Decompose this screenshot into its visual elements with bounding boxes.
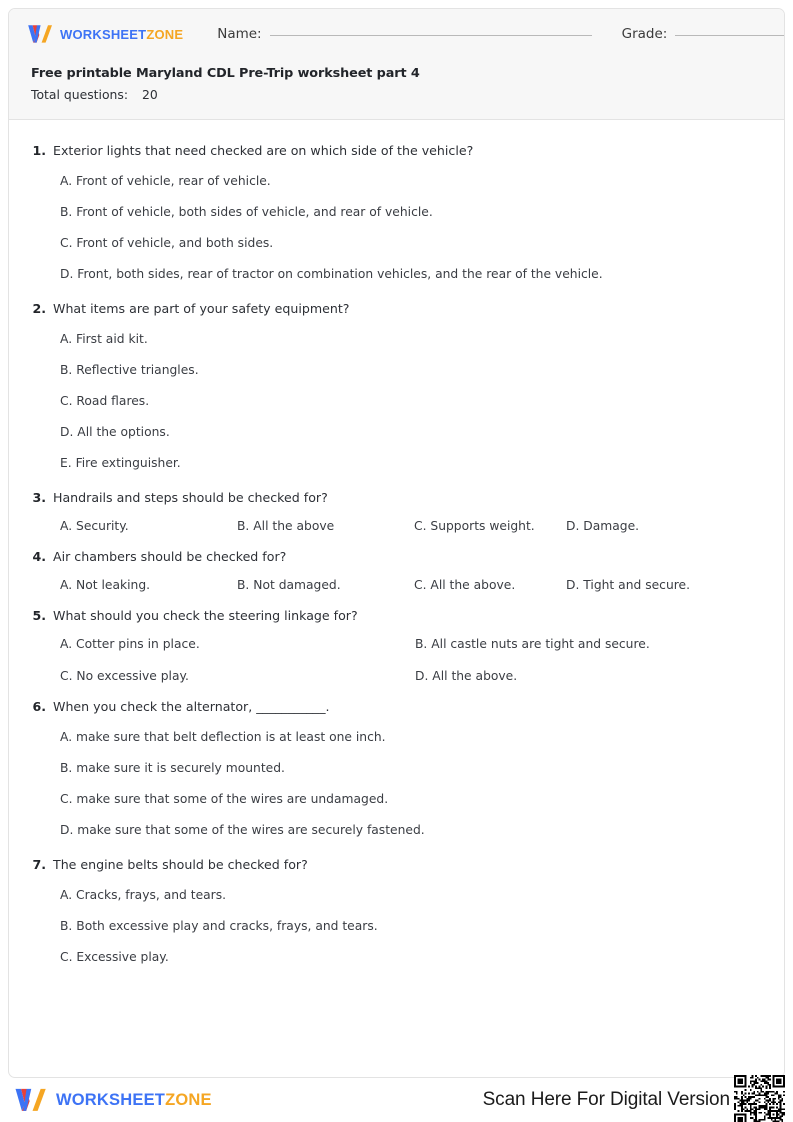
header-top-row — [9, 9, 784, 59]
page-title: Free printable Maryland CDL Pre-Trip worksheet part 4 — [31, 66, 420, 81]
answer-option[interactable]: B. All the above — [237, 519, 335, 533]
answer-option[interactable]: A. Cracks, frays, and tears. — [60, 888, 227, 902]
question-number: 1. — [32, 143, 46, 158]
answer-option[interactable]: A. Front of vehicle, rear of vehicle. — [60, 174, 271, 188]
option-list — [31, 729, 766, 838]
worksheet-card — [8, 8, 785, 1078]
name-field-group — [217, 26, 591, 42]
question-block — [31, 142, 766, 282]
worksheet-header — [9, 9, 784, 120]
answer-option[interactable]: C. Road flares. — [60, 394, 150, 408]
option-list — [31, 887, 766, 965]
answer-option[interactable]: D. Tight and secure. — [566, 578, 690, 592]
answer-option[interactable]: C. All the above. — [414, 578, 516, 592]
answer-option[interactable]: A. First aid kit. — [60, 332, 148, 346]
option-list — [31, 577, 766, 593]
qr-code-icon[interactable] — [734, 1075, 785, 1122]
answer-option[interactable]: C. No excessive play. — [60, 669, 189, 683]
brand-logo — [27, 24, 183, 44]
question-block — [31, 607, 766, 684]
option-list — [31, 331, 766, 471]
question-block — [31, 856, 766, 965]
question-text: Air chambers should be checked for? — [53, 549, 287, 564]
question-header — [31, 142, 766, 159]
answer-option[interactable]: C. Excessive play. — [60, 950, 169, 964]
answer-option[interactable]: B. Reflective triangles. — [60, 363, 199, 377]
answer-option[interactable]: B. All castle nuts are tight and secure. — [415, 637, 650, 651]
answer-option[interactable]: A. Cotter pins in place. — [60, 637, 200, 651]
question-text: What should you check the steering linkage for? — [53, 608, 358, 623]
footer-brand-zone: ZONE — [165, 1090, 212, 1109]
question-number: 6. — [32, 699, 46, 714]
footer-brand-worksheet: WORKSHEET — [56, 1090, 166, 1109]
brand-name-zone: ZONE — [146, 26, 184, 42]
brand-name-worksheet: WORKSHEET — [60, 26, 147, 42]
scan-group — [483, 1075, 785, 1122]
question-header — [31, 548, 766, 565]
question-number: 2. — [32, 301, 46, 316]
question-text: When you check the alternator, ___________. — [53, 699, 330, 714]
question-text: Exterior lights that need checked are on which side of the vehicle? — [53, 143, 474, 158]
question-number: 5. — [32, 608, 46, 623]
question-block — [31, 489, 766, 534]
question-header — [31, 489, 766, 506]
answer-option[interactable]: D. All the above. — [415, 669, 518, 683]
question-header — [31, 300, 766, 317]
question-block — [31, 300, 766, 471]
answer-option[interactable]: D. Damage. — [566, 519, 640, 533]
answer-option[interactable]: C. Front of vehicle, and both sides. — [60, 236, 274, 250]
scan-here-text: Scan Here For Digital Version — [482, 1089, 730, 1110]
grade-label: Grade: — [621, 26, 668, 42]
name-input-line[interactable] — [270, 35, 592, 36]
name-label: Name: — [217, 26, 262, 42]
question-text: The engine belts should be checked for? — [53, 857, 308, 872]
answer-option[interactable]: E. Fire extinguisher. — [60, 456, 181, 470]
question-number: 7. — [32, 857, 46, 872]
answer-option[interactable]: A. make sure that belt deflection is at least one inch. — [60, 730, 386, 744]
option-list — [31, 518, 766, 534]
question-block — [31, 548, 766, 593]
answer-option[interactable]: A. Not leaking. — [60, 578, 151, 592]
footer-brand-logo — [8, 1087, 212, 1113]
question-text: What items are part of your safety equipment? — [53, 301, 350, 316]
option-list — [31, 636, 766, 684]
answer-option[interactable]: C. Supports weight. — [414, 519, 535, 533]
question-block — [31, 698, 766, 838]
answer-option[interactable]: B. Not damaged. — [237, 578, 341, 592]
worksheet-zone-logo-icon — [27, 24, 53, 44]
answer-option[interactable]: D. make sure that some of the wires are securely fastened. — [60, 823, 425, 837]
question-header — [31, 607, 766, 624]
footer-brand-text — [56, 1091, 212, 1110]
question-header — [31, 698, 766, 715]
brand-logo-text — [60, 27, 183, 42]
answer-option[interactable]: C. make sure that some of the wires are undamaged. — [60, 792, 389, 806]
worksheet-title-block — [9, 59, 784, 105]
question-header — [31, 856, 766, 873]
total-questions-label: Total questions: — [31, 87, 129, 102]
total-questions-row — [31, 85, 766, 105]
questions-container — [9, 120, 784, 993]
worksheet-zone-logo-icon — [14, 1087, 47, 1113]
total-questions-value: 20 — [142, 87, 158, 102]
grade-input-line[interactable] — [675, 35, 785, 36]
option-list — [31, 173, 766, 282]
answer-option[interactable]: B. Front of vehicle, both sides of vehicle, and rear of vehicle. — [60, 205, 433, 219]
answer-option[interactable]: A. Security. — [60, 519, 129, 533]
question-number: 3. — [32, 490, 46, 505]
answer-option[interactable]: D. All the options. — [60, 425, 170, 439]
answer-option[interactable]: D. Front, both sides, rear of tractor on combination vehicles, and the rear of the vehicle. — [60, 267, 603, 281]
answer-option[interactable]: B. make sure it is securely mounted. — [60, 761, 285, 775]
page-footer — [0, 1078, 793, 1122]
question-number: 4. — [32, 549, 46, 564]
answer-option[interactable]: B. Both excessive play and cracks, frays, and tears. — [60, 919, 378, 933]
grade-field-group — [622, 26, 785, 42]
question-text: Handrails and steps should be checked for? — [53, 490, 328, 505]
